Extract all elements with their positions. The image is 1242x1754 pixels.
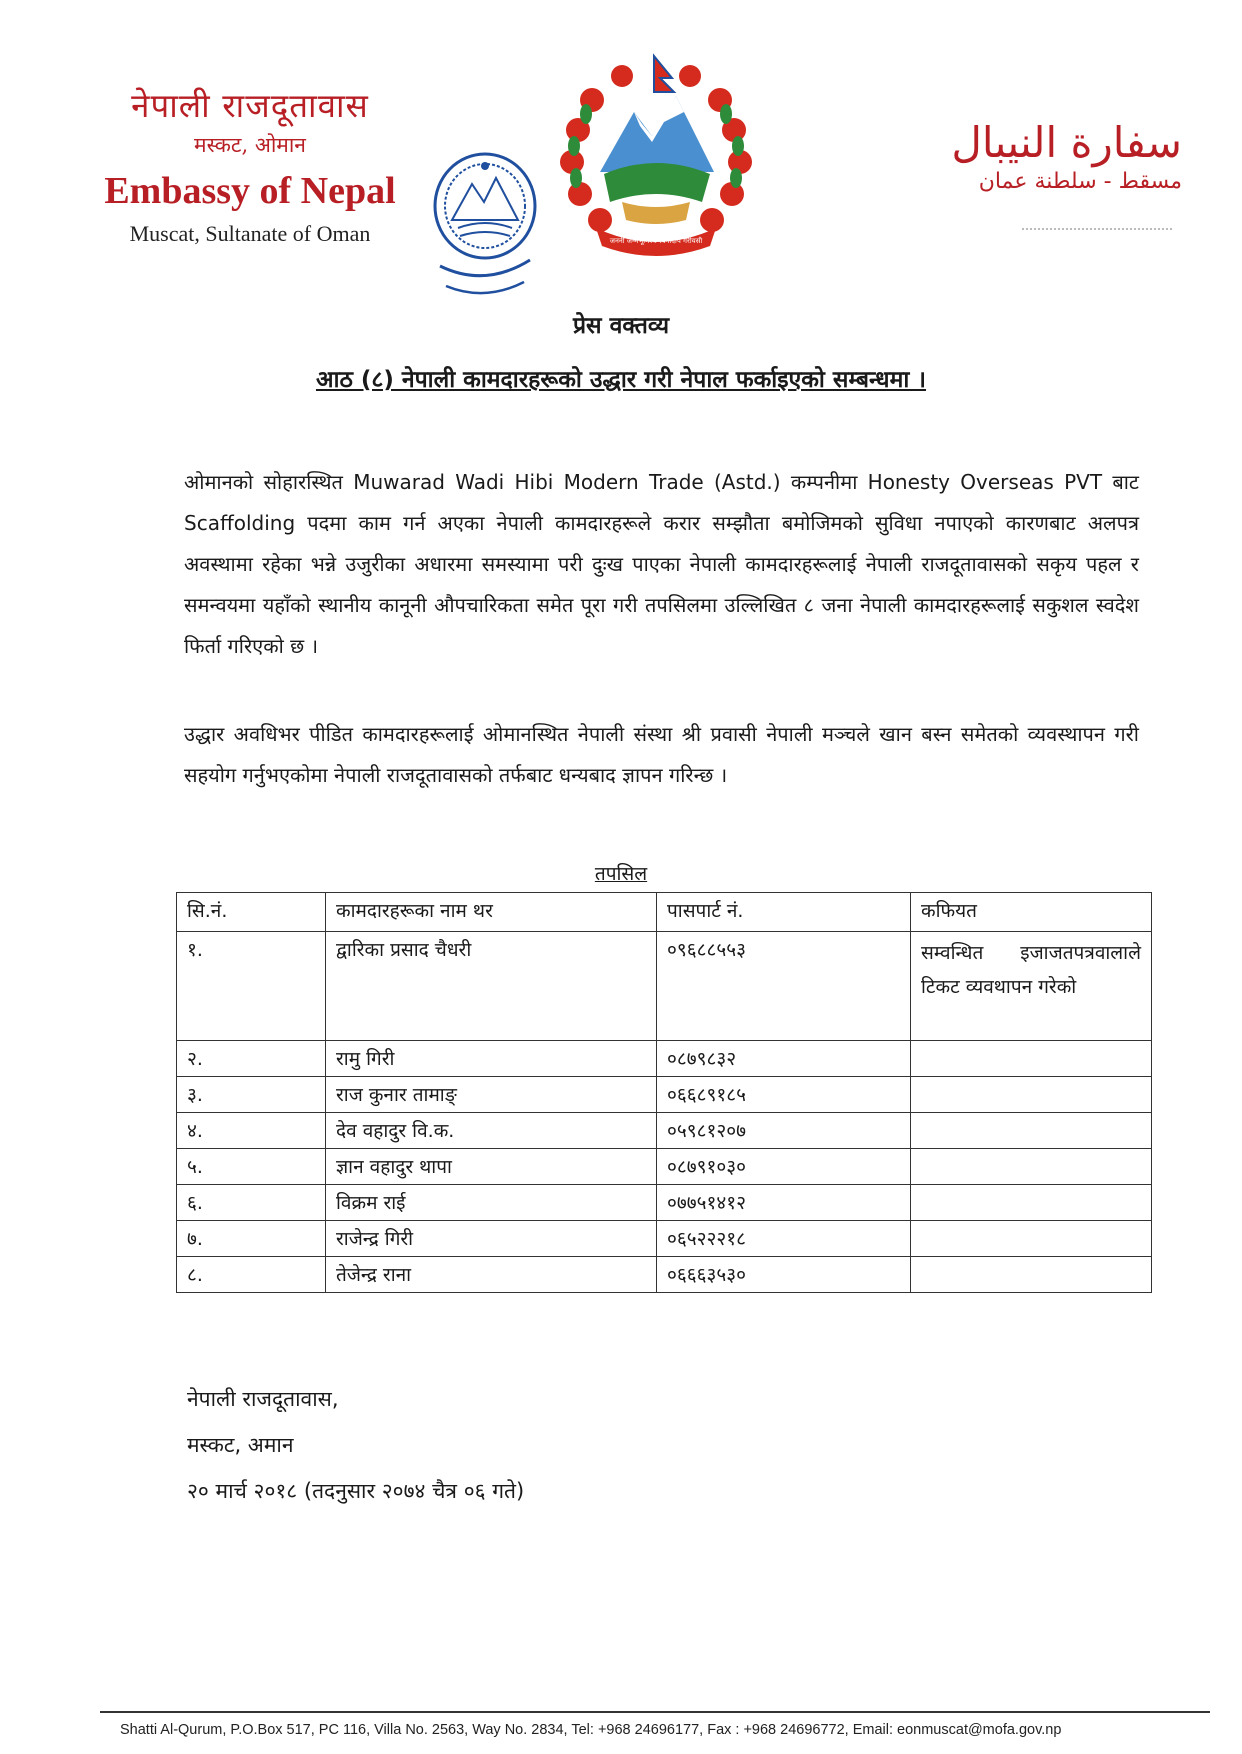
cell-remarks: सम्वन्धित इजाजतपत्रवालाले टिकट व्यवथापन गरेको <box>911 932 1152 1041</box>
signature-block <box>187 1376 524 1514</box>
document-subject: आठ (८) नेपाली कामदारहरूको उद्धार गरी नेपाल फर्काइएको सम्बन्धमा । <box>315 367 927 393</box>
cell-remarks <box>911 1113 1152 1149</box>
cell-serial: ८. <box>177 1257 326 1293</box>
cell-name: विक्रम राई <box>326 1185 657 1221</box>
embassy-city-arabic: مسقط - سلطنة عمان <box>978 169 1182 194</box>
cell-passport: ०५९८१२०७ <box>657 1113 911 1149</box>
embassy-city-nepali: मस्कट, ओमान <box>194 133 306 157</box>
embassy-city-english: Muscat, Sultanate of Oman <box>129 221 371 246</box>
table-header-row <box>177 893 1152 932</box>
cell-passport: ०६६८९१८५ <box>657 1077 911 1113</box>
cell-passport: ०६५२२२१८ <box>657 1221 911 1257</box>
decorative-divider <box>1022 228 1172 230</box>
cell-name: राजेन्द्र गिरी <box>326 1221 657 1257</box>
cell-passport: ०८७९८३२ <box>657 1041 911 1077</box>
table-caption: तपसिल <box>594 863 648 885</box>
embassy-name-nepali: नेपाली राजदूतावास <box>131 86 369 125</box>
table-row <box>177 1257 1152 1293</box>
letterhead-right <box>882 118 1182 194</box>
cell-name: रामु गिरी <box>326 1041 657 1077</box>
header-serial: सि.नं. <box>177 893 326 932</box>
cell-name: ज्ञान वहादुर थापा <box>326 1149 657 1185</box>
cell-remarks <box>911 1185 1152 1221</box>
cell-remarks <box>911 1221 1152 1257</box>
letterhead-left <box>80 82 420 247</box>
cell-name: द्वारिका प्रसाद चैधरी <box>326 932 657 1041</box>
embassy-name-arabic: سفارة النيبال <box>951 118 1182 167</box>
signature-city: मस्कट, अमान <box>187 1433 294 1457</box>
cell-serial: ७. <box>177 1221 326 1257</box>
paragraph-main: ओमानको सोहारस्थित Muwarad Wadi Hibi Modern Trade (Astd.) कम्पनीमा Honesty Overseas PVT बाट Scaffolding पदमा काम गर्न अएका नेपाली कामदारहरूले करार सम्झौता बमोजिमको सुविधा नपाएको कारणबाट अलपत्र अवस्थामा रहेका भन्ने उजुरीका अधारमा समस्यामा परी दुःख पाएका नेपाली कामदारहरूलाई नेपाली राजदूतावासको सकृय पहल र समन्वयमा यहाँको स्थानीय कानूनी औपचारिकता समेत पूरा गरी तपसिलमा उल्लिखित ८ जना नेपाली कामदारहरूलाई सकुशल स्वदेश फिर्ता गरिएको छ । <box>184 470 1139 658</box>
cell-remarks <box>911 1149 1152 1185</box>
cell-serial: ३. <box>177 1077 326 1113</box>
cell-name: राज कुनार तामाङ् <box>326 1077 657 1113</box>
cell-serial: ४. <box>177 1113 326 1149</box>
table-row <box>177 1221 1152 1257</box>
cell-passport: ०७७५१४१२ <box>657 1185 911 1221</box>
national-emblem-icon <box>552 52 760 262</box>
cell-serial: १. <box>177 932 326 1041</box>
header-name: कामदारहरूका नाम थर <box>326 893 657 932</box>
footer-contact: Shatti Al-Qurum, P.O.Box 517, PC 116, Villa No. 2563, Way No. 2834, Tel: +968 24696177, Fax : +968 24696772, Email: eonmuscat@mofa.gov.np <box>120 1722 1062 1738</box>
table-row <box>177 1113 1152 1149</box>
cell-remarks <box>911 1077 1152 1113</box>
table-row <box>177 932 1152 1041</box>
header-remarks: कफियत <box>911 893 1152 932</box>
cell-serial: ६. <box>177 1185 326 1221</box>
signature-date: २० मार्च २०१८ (तदनुसार २०७४ चैत्र ०६ गते) <box>187 1479 525 1503</box>
header-passport: पासपार्ट नं. <box>657 893 911 932</box>
cell-serial: ५. <box>177 1149 326 1185</box>
cell-remarks <box>911 1041 1152 1077</box>
table-row <box>177 1185 1152 1221</box>
cell-serial: २. <box>177 1041 326 1077</box>
cell-passport: ०८७९१०३० <box>657 1149 911 1185</box>
document-title: प्रेस वक्तव्य <box>572 313 670 339</box>
svg-text:जननी जन्मभूमिश्च स्वर्गादपि गर: जननी जन्मभूमिश्च स्वर्गादपि गरीयसी <box>609 237 703 245</box>
signature-org: नेपाली राजदूतावास, <box>187 1387 339 1411</box>
paragraph-thanks: उद्धार अवधिभर पीडित कामदारहरूलाई ओमानस्थित नेपाली संस्था श्री प्रवासी नेपाली मञ्चले खान बस्न समेतको व्यवस्थापन गरी सहयोग गर्नुभएकोमा नेपाली राजदूतावासको तर्फबाट धन्यबाद ज्ञापन गरिन्छ । <box>184 722 1139 787</box>
embassy-seal-icon <box>424 148 546 308</box>
embassy-name-english: Embassy of Nepal <box>104 170 396 212</box>
cell-passport: ०९६८८५५३ <box>657 932 911 1041</box>
table-row <box>177 1041 1152 1077</box>
cell-passport: ०६६६३५३० <box>657 1257 911 1293</box>
workers-table <box>176 892 1152 1293</box>
footer-divider <box>100 1711 1210 1713</box>
table-row <box>177 1149 1152 1185</box>
table-row <box>177 1077 1152 1113</box>
cell-name: देव वहादुर वि.क. <box>326 1113 657 1149</box>
cell-name: तेजेन्द्र राना <box>326 1257 657 1293</box>
cell-remarks <box>911 1257 1152 1293</box>
